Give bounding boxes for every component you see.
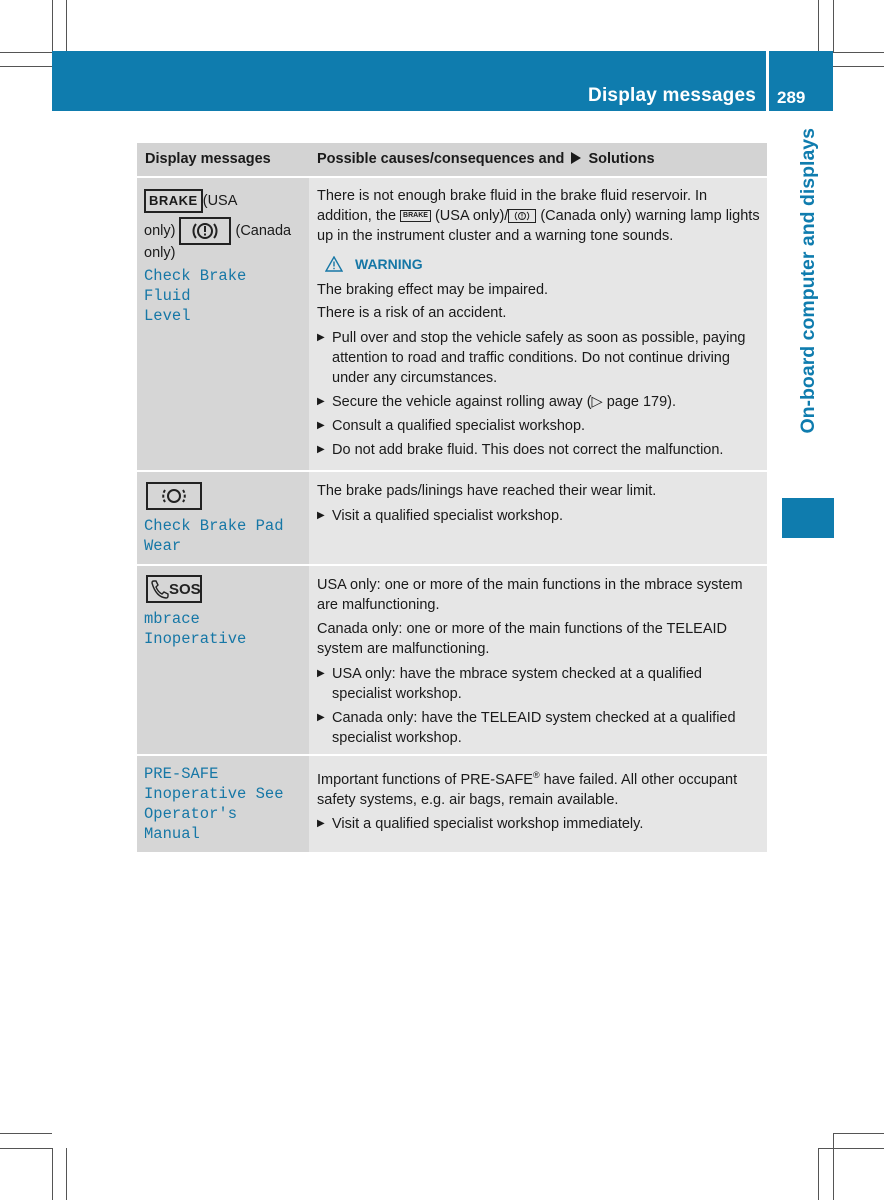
arrow-bullet-icon: ▶ — [317, 420, 325, 431]
crop-mark — [833, 1133, 834, 1200]
list-item-text: USA only: have the mbrace system checked at a qualified specialist workshop. — [332, 666, 702, 702]
cause-text-a: There is not enough brake fluid in the brake fluid reservoir. In addition, the — [317, 188, 708, 224]
crop-mark — [833, 52, 884, 53]
display-message-cell — [137, 566, 309, 754]
cause-text: USA only: one or more of the main functions in the mbrace system are malfunctioning. — [317, 577, 743, 613]
display-text: Operator's Manual — [144, 805, 238, 843]
list-item — [317, 506, 760, 526]
crop-mark — [833, 66, 884, 67]
display-message-cell — [137, 472, 309, 564]
solution-cell — [309, 178, 767, 470]
table-row — [137, 176, 767, 470]
display-message-cell — [137, 756, 309, 852]
crop-mark — [0, 66, 52, 67]
brake-circle-icon — [508, 209, 536, 223]
crop-mark — [833, 1133, 884, 1134]
crop-mark — [833, 0, 834, 52]
svg-text:SOS: SOS — [169, 581, 200, 598]
crop-mark — [52, 1148, 53, 1200]
warning-heading — [325, 254, 760, 274]
solution-cell — [309, 566, 767, 754]
brake-warning-icon: BRAKE — [144, 189, 203, 213]
arrow-bullet-icon: ▶ — [317, 712, 325, 723]
display-text: Check Brake Pad — [144, 517, 284, 535]
list-item — [317, 328, 760, 388]
display-text: Check Brake Fluid — [144, 267, 247, 306]
table-row — [137, 470, 767, 564]
display-text: Wear — [144, 537, 182, 555]
arrow-bullet-icon — [570, 152, 582, 164]
cause-text-a: Important functions of PRE-SAFE — [317, 771, 533, 788]
warning-label: WARNING — [355, 256, 423, 272]
list-item — [317, 416, 760, 436]
msg-usa: (USA — [202, 193, 238, 209]
table-header-row — [137, 143, 767, 176]
crop-mark — [818, 0, 819, 52]
cause-text-c: (Canada only) warning lamp lights up in the instrument cluster and a warning tone sounds. — [317, 208, 760, 244]
registered-mark: ® — [532, 770, 540, 780]
cause-text-b: (USA only)/ — [434, 208, 509, 224]
col-header-causes: Possible causes/consequences and — [317, 151, 565, 167]
list-item-text: Pull over and stop the vehicle safely as soon as possible, paying attention to road and traffic conditions. Do not continue driving under any circumstances. — [332, 330, 746, 386]
crop-mark — [818, 1148, 819, 1200]
cause-text-b: have failed. All other occupant safety systems, e.g. air bags, remain available. — [317, 771, 738, 808]
display-text: PRE-SAFE — [144, 765, 219, 783]
msg-only-2: only) — [144, 245, 176, 262]
cause-text: The brake pads/linings have reached their wear limit. — [317, 483, 657, 499]
arrow-bullet-icon: ▶ — [317, 668, 325, 679]
arrow-bullet-icon: ▶ — [317, 817, 325, 829]
brake-pad-wear-icon — [146, 482, 202, 510]
display-text: Inoperative See — [144, 785, 284, 803]
crop-mark — [818, 1148, 884, 1149]
brake-warning-icon: BRAKE — [400, 210, 431, 222]
chapter-tab — [782, 120, 834, 495]
arrow-bullet-icon: ▶ — [317, 332, 325, 343]
page-number-box — [769, 51, 833, 111]
cause-text: Canada only: one or more of the main functions of the TELEAID system are malfunctioning. — [317, 621, 727, 657]
crop-mark — [0, 52, 52, 53]
list-item — [317, 392, 760, 412]
solution-cell — [309, 472, 767, 564]
display-messages-table — [137, 143, 767, 852]
arrow-bullet-icon: ▶ — [317, 510, 325, 521]
msg-only: only) — [144, 223, 176, 240]
warning-triangle-icon — [325, 256, 343, 272]
display-text: mbrace Inoperative — [144, 610, 247, 648]
list-item — [317, 708, 760, 748]
warning-text: The braking effect may be impaired. — [317, 282, 549, 298]
arrow-bullet-icon: ▶ — [317, 396, 325, 407]
display-text: Level — [144, 307, 191, 326]
arrow-bullet-icon: ▶ — [317, 444, 325, 455]
solution-cell — [309, 756, 767, 852]
chapter-title: On-board computer and displays — [797, 128, 819, 434]
header-bar — [52, 51, 766, 111]
table-row — [137, 754, 767, 852]
page-number: 289 — [777, 88, 806, 107]
crop-mark — [66, 1148, 67, 1200]
list-item — [317, 814, 760, 834]
cause-text — [317, 186, 760, 246]
cause-text — [317, 765, 760, 810]
crop-mark — [52, 0, 53, 52]
crop-mark — [66, 0, 67, 52]
table-row — [137, 564, 767, 754]
list-item-text: Visit a qualified specialist workshop immediately. — [332, 815, 644, 832]
list-item-text: Do not add brake fluid. This does not correct the malfunction. — [332, 442, 724, 458]
list-item — [317, 440, 760, 460]
col-header-messages: Display messages — [145, 151, 271, 167]
list-item — [317, 664, 760, 704]
phone-sos-icon — [146, 575, 202, 603]
crop-mark — [0, 1148, 52, 1149]
display-message-cell — [137, 178, 309, 470]
chapter-tab-marker — [782, 498, 834, 538]
col-header-solutions — [309, 143, 767, 176]
brake-circle-icon — [179, 217, 231, 245]
list-item-text: Canada only: have the TELEAID system checked at a qualified specialist workshop. — [332, 710, 736, 746]
list-item-text: Consult a qualified specialist workshop. — [332, 418, 586, 434]
warning-text: There is a risk of an accident. — [317, 305, 507, 321]
msg-canada: (Canada — [235, 223, 292, 240]
section-title: Display messages — [588, 85, 756, 106]
crop-mark — [0, 1133, 52, 1134]
list-item-text: Secure the vehicle against rolling away (▷ page 179). — [332, 394, 677, 410]
col-header-solutions-label: Solutions — [588, 151, 655, 167]
list-item-text: Visit a qualified specialist workshop. — [332, 508, 564, 524]
